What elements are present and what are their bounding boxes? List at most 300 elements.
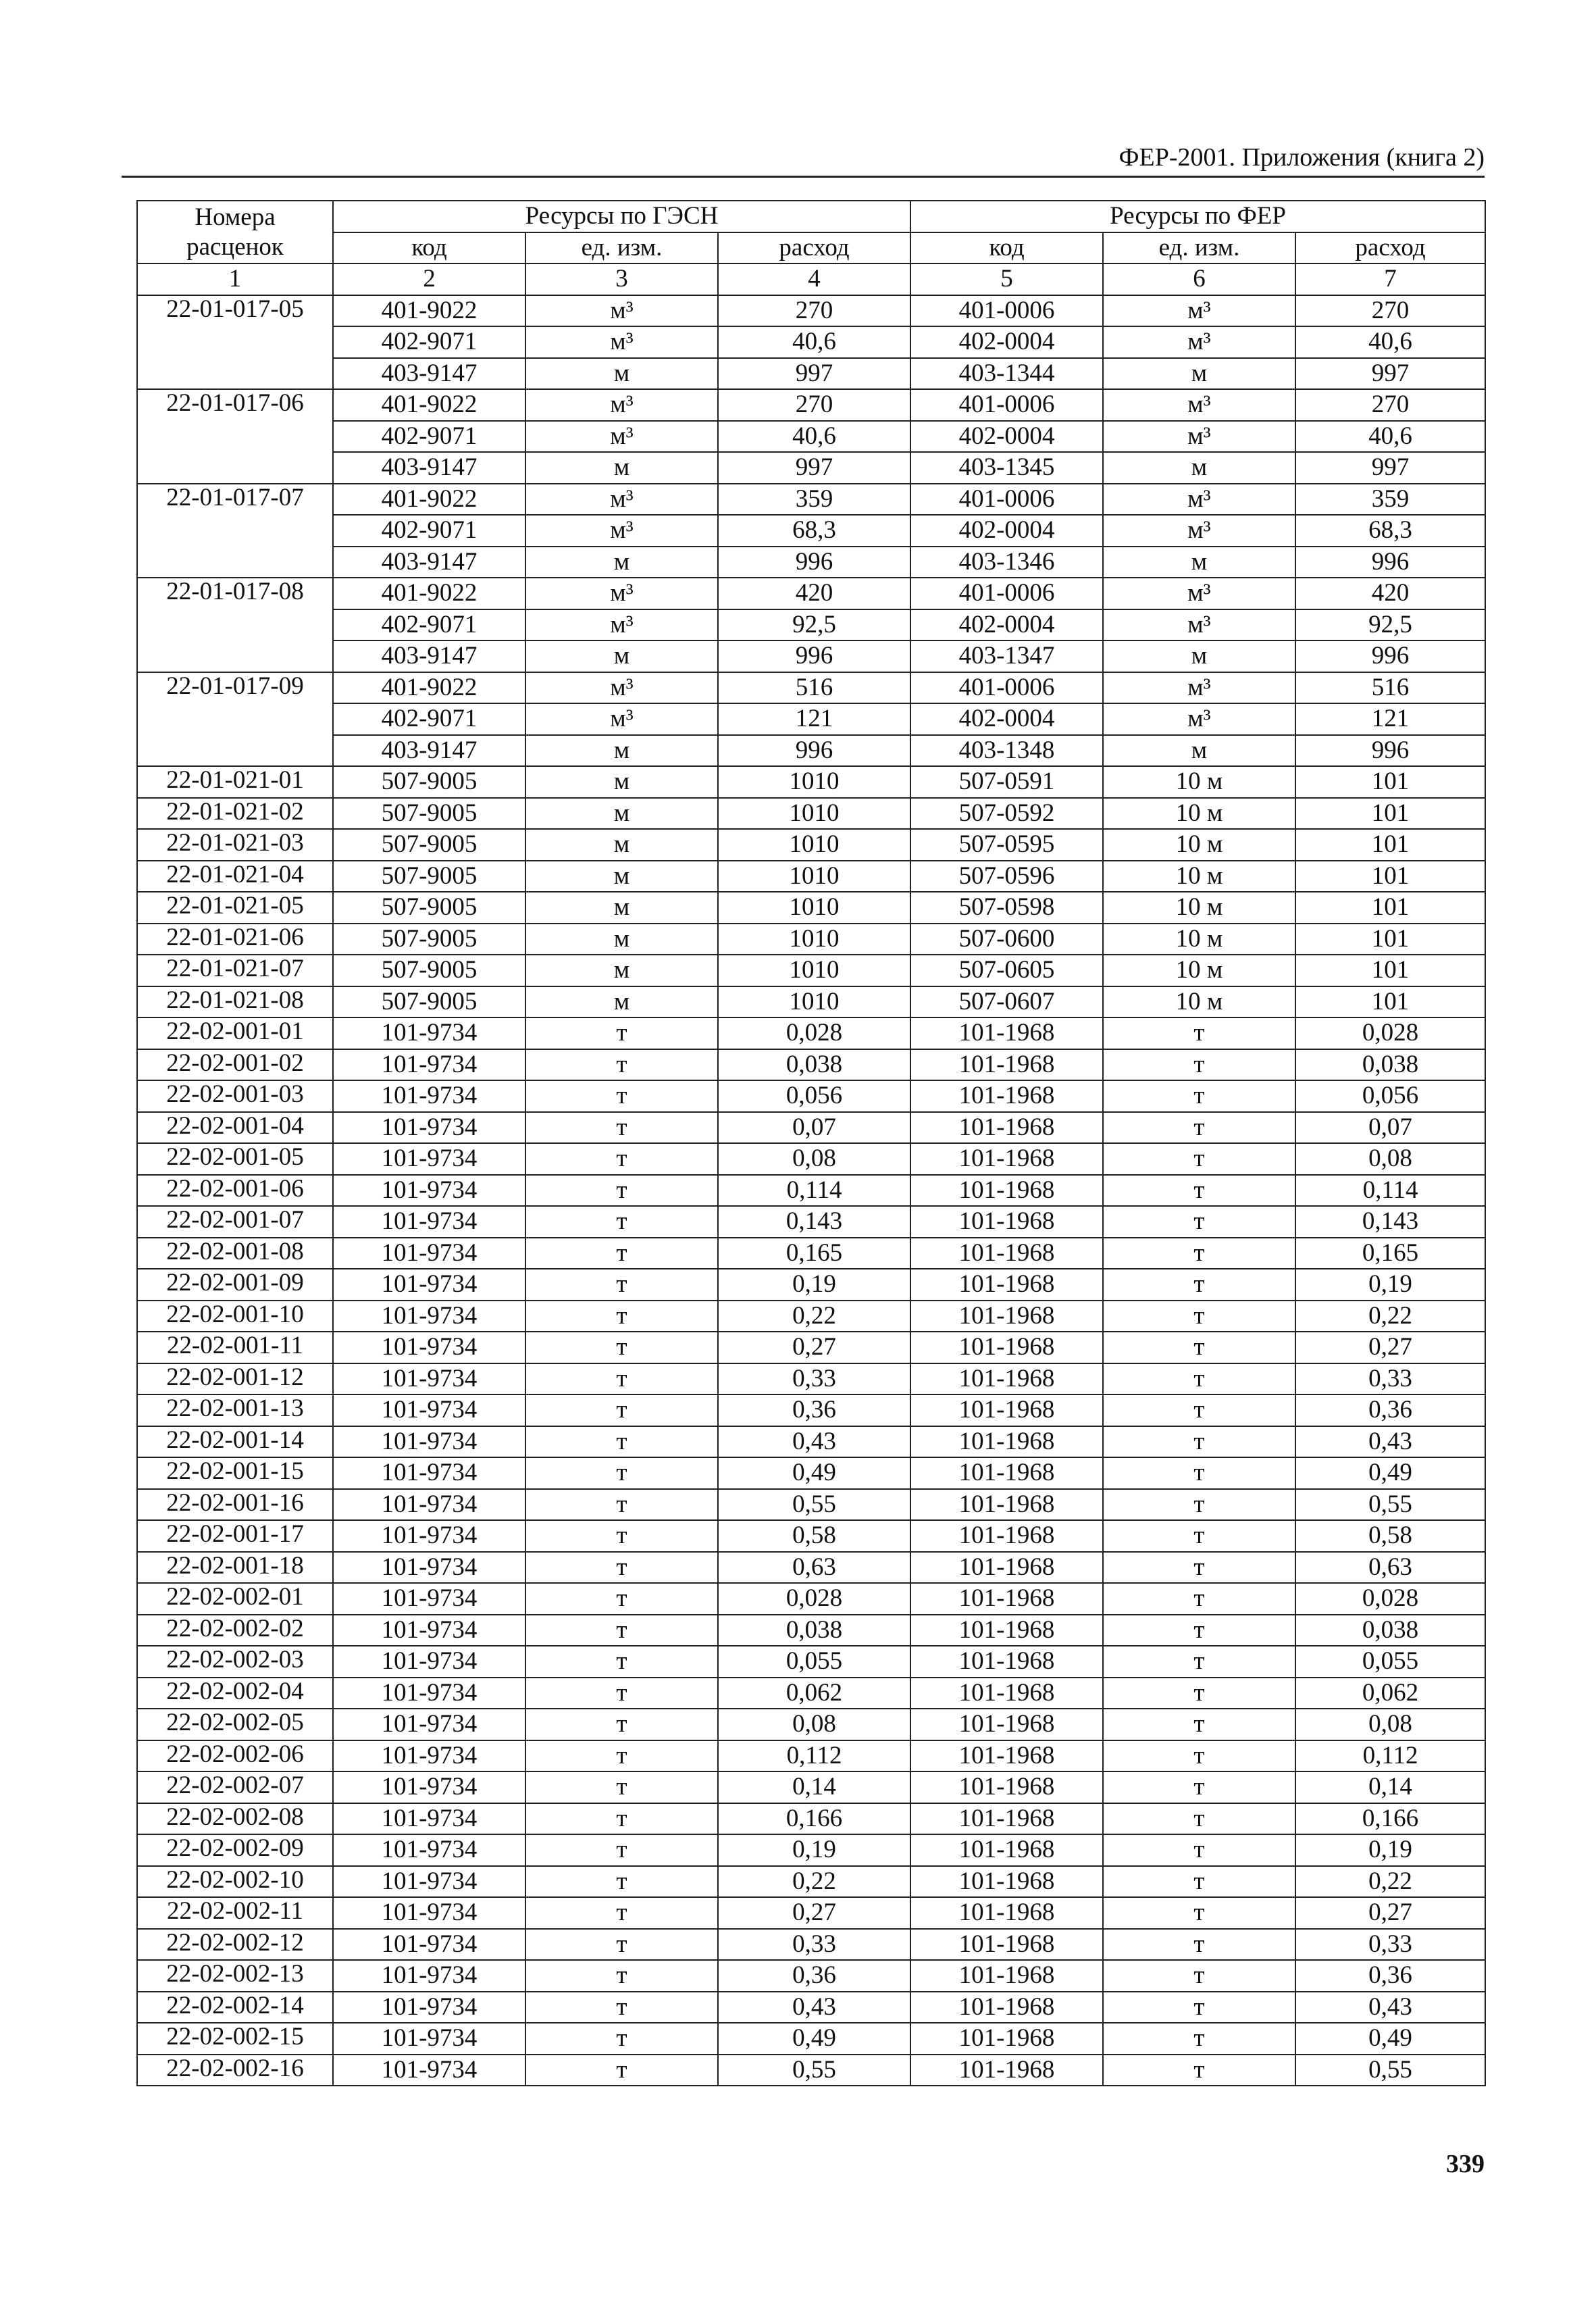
table-row	[137, 421, 1485, 453]
fer-unit-cell: т	[1103, 1646, 1295, 1678]
fer-amount-cell: 359	[1295, 484, 1485, 515]
fer-code-cell: 101-1968	[910, 1269, 1103, 1301]
fer-amount-cell: 997	[1295, 358, 1485, 390]
fer-unit-cell: м	[1103, 640, 1295, 672]
table-row	[137, 1615, 1485, 1646]
rate-number-cell: 22-02-001-14	[137, 1426, 333, 1458]
fer-amount-cell: 101	[1295, 861, 1485, 892]
gesn-unit-cell: т	[525, 1615, 718, 1646]
gesn-code-cell: 507-9005	[333, 829, 525, 861]
gesn-amount-cell: 0,49	[718, 2023, 910, 2055]
table-row	[137, 1457, 1485, 1489]
gesn-amount-cell: 0,49	[718, 1457, 910, 1489]
column-number: 4	[718, 263, 910, 295]
header-row-numbers	[137, 263, 1485, 295]
gesn-code-cell: 101-9734	[333, 1175, 525, 1207]
gesn-code-cell: 507-9005	[333, 798, 525, 830]
fer-unit-cell: т	[1103, 1080, 1295, 1112]
gesn-amount-cell: 0,056	[718, 1080, 910, 1112]
fer-unit-cell: т	[1103, 1740, 1295, 1772]
gesn-amount-cell: 0,55	[718, 2055, 910, 2086]
table-row	[137, 1929, 1485, 1961]
table-row	[137, 1426, 1485, 1458]
rate-number-cell: 22-02-002-10	[137, 1866, 333, 1898]
gesn-unit-cell: м	[525, 986, 718, 1018]
gesn-unit-cell: м³	[525, 389, 718, 421]
gesn-unit-cell: т	[525, 1646, 718, 1678]
fer-amount-cell: 101	[1295, 829, 1485, 861]
rate-number-cell: 22-02-002-14	[137, 1992, 333, 2023]
fer-amount-cell: 0,27	[1295, 1332, 1485, 1363]
fer-code-cell: 101-1968	[910, 1301, 1103, 1332]
gesn-code-cell: 101-9734	[333, 1552, 525, 1584]
gesn-unit-cell: м³	[525, 421, 718, 453]
fer-unit-cell: т	[1103, 1866, 1295, 1898]
gesn-code-cell: 101-9734	[333, 1740, 525, 1772]
fer-unit-cell: м	[1103, 547, 1295, 578]
fer-amount-cell: 0,58	[1295, 1520, 1485, 1552]
rate-number-cell: 22-02-002-04	[137, 1678, 333, 1709]
fer-amount-cell: 0,19	[1295, 1834, 1485, 1866]
fer-code-cell: 101-1968	[910, 1866, 1103, 1898]
rate-number-cell: 22-02-001-12	[137, 1363, 333, 1395]
gesn-amount-cell: 121	[718, 703, 910, 735]
fer-amount-cell: 101	[1295, 986, 1485, 1018]
fer-unit-cell: м	[1103, 452, 1295, 484]
table-row	[137, 955, 1485, 986]
fer-unit-cell: м³	[1103, 421, 1295, 453]
gesn-code-cell: 101-9734	[333, 1332, 525, 1363]
table-row	[137, 1049, 1485, 1081]
fer-unit-cell: м	[1103, 358, 1295, 390]
header-gesn-code: код	[333, 232, 525, 264]
fer-code-cell: 101-1968	[910, 1992, 1103, 2023]
fer-amount-cell: 996	[1295, 640, 1485, 672]
gesn-code-cell: 101-9734	[333, 1834, 525, 1866]
fer-code-cell: 507-0596	[910, 861, 1103, 892]
table-row	[137, 515, 1485, 547]
fer-code-cell: 101-1968	[910, 1394, 1103, 1426]
rate-number-cell: 22-01-021-06	[137, 924, 333, 955]
fer-unit-cell: м³	[1103, 295, 1295, 327]
gesn-unit-cell: м³	[525, 672, 718, 704]
gesn-code-cell: 101-9734	[333, 1301, 525, 1332]
fer-unit-cell: т	[1103, 1960, 1295, 1992]
table-body	[137, 295, 1485, 2086]
gesn-unit-cell: м	[525, 452, 718, 484]
fer-amount-cell: 0,038	[1295, 1049, 1485, 1081]
gesn-code-cell: 101-9734	[333, 1803, 525, 1835]
gesn-code-cell: 507-9005	[333, 861, 525, 892]
gesn-amount-cell: 1010	[718, 861, 910, 892]
gesn-code-cell: 401-9022	[333, 578, 525, 609]
rate-number-cell: 22-01-021-05	[137, 892, 333, 924]
gesn-amount-cell: 0,22	[718, 1301, 910, 1332]
header-gesn-unit: ед. изм.	[525, 232, 718, 264]
gesn-unit-cell: т	[525, 1363, 718, 1395]
gesn-amount-cell: 0,062	[718, 1678, 910, 1709]
gesn-unit-cell: т	[525, 1332, 718, 1363]
fer-unit-cell: т	[1103, 1112, 1295, 1144]
table-row	[137, 798, 1485, 830]
gesn-unit-cell: т	[525, 1771, 718, 1803]
fer-amount-cell: 0,33	[1295, 1929, 1485, 1961]
rate-number-cell: 22-02-002-08	[137, 1803, 333, 1835]
fer-code-cell: 101-1968	[910, 1080, 1103, 1112]
gesn-unit-cell: т	[525, 1897, 718, 1929]
fer-amount-cell: 0,143	[1295, 1206, 1485, 1238]
fer-amount-cell: 101	[1295, 924, 1485, 955]
gesn-unit-cell: м³	[525, 484, 718, 515]
gesn-unit-cell: т	[525, 1080, 718, 1112]
gesn-amount-cell: 996	[718, 547, 910, 578]
gesn-amount-cell: 516	[718, 672, 910, 704]
fer-unit-cell: т	[1103, 1709, 1295, 1740]
fer-code-cell: 402-0004	[910, 515, 1103, 547]
gesn-code-cell: 402-9071	[333, 515, 525, 547]
fer-code-cell: 101-1968	[910, 1615, 1103, 1646]
gesn-amount-cell: 68,3	[718, 515, 910, 547]
gesn-unit-cell: т	[525, 1929, 718, 1961]
gesn-unit-cell: т	[525, 1992, 718, 2023]
gesn-amount-cell: 0,33	[718, 1363, 910, 1395]
fer-code-cell: 402-0004	[910, 326, 1103, 358]
fer-amount-cell: 121	[1295, 703, 1485, 735]
gesn-unit-cell: т	[525, 1426, 718, 1458]
fer-unit-cell: т	[1103, 1520, 1295, 1552]
fer-unit-cell: 10 м	[1103, 766, 1295, 798]
fer-code-cell: 101-1968	[910, 1489, 1103, 1521]
fer-code-cell: 101-1968	[910, 2055, 1103, 2086]
table-row	[137, 1803, 1485, 1835]
gesn-unit-cell: т	[525, 1834, 718, 1866]
table-row	[137, 358, 1485, 390]
fer-unit-cell: т	[1103, 1363, 1295, 1395]
fer-code-cell: 101-1968	[910, 1803, 1103, 1835]
fer-amount-cell: 0,08	[1295, 1709, 1485, 1740]
gesn-amount-cell: 1010	[718, 924, 910, 955]
fer-amount-cell: 0,028	[1295, 1583, 1485, 1615]
gesn-amount-cell: 997	[718, 358, 910, 390]
fer-amount-cell: 0,19	[1295, 1269, 1485, 1301]
fer-code-cell: 101-1968	[910, 1426, 1103, 1458]
fer-code-cell: 101-1968	[910, 1740, 1103, 1772]
gesn-amount-cell: 0,165	[718, 1238, 910, 1269]
fer-unit-cell: т	[1103, 1301, 1295, 1332]
fer-code-cell: 403-1346	[910, 547, 1103, 578]
rate-number-cell: 22-01-021-03	[137, 829, 333, 861]
fer-unit-cell: т	[1103, 1489, 1295, 1521]
resources-table	[136, 200, 1486, 2086]
gesn-amount-cell: 0,58	[718, 1520, 910, 1552]
gesn-amount-cell: 420	[718, 578, 910, 609]
gesn-code-cell: 101-9734	[333, 1206, 525, 1238]
gesn-code-cell: 101-9734	[333, 1929, 525, 1961]
fer-amount-cell: 0,056	[1295, 1080, 1485, 1112]
gesn-unit-cell: м³	[525, 326, 718, 358]
table-row	[137, 986, 1485, 1018]
table-row	[137, 1552, 1485, 1584]
fer-code-cell: 101-1968	[910, 1709, 1103, 1740]
fer-code-cell: 403-1345	[910, 452, 1103, 484]
fer-code-cell: 101-1968	[910, 1678, 1103, 1709]
rate-number-cell: 22-02-002-07	[137, 1771, 333, 1803]
table-row	[137, 861, 1485, 892]
table-row	[137, 1269, 1485, 1301]
rate-number-cell: 22-02-001-05	[137, 1143, 333, 1175]
gesn-amount-cell: 0,038	[718, 1615, 910, 1646]
fer-unit-cell: м³	[1103, 515, 1295, 547]
fer-code-cell: 507-0592	[910, 798, 1103, 830]
table-row	[137, 1897, 1485, 1929]
fer-code-cell: 401-0006	[910, 672, 1103, 704]
gesn-code-cell: 507-9005	[333, 986, 525, 1018]
fer-code-cell: 401-0006	[910, 389, 1103, 421]
table-row	[137, 1489, 1485, 1521]
table-row	[137, 892, 1485, 924]
gesn-unit-cell: м	[525, 924, 718, 955]
gesn-code-cell: 101-9734	[333, 1583, 525, 1615]
fer-amount-cell: 101	[1295, 798, 1485, 830]
fer-code-cell: 101-1968	[910, 1112, 1103, 1144]
column-number: 1	[137, 263, 333, 295]
fer-unit-cell: т	[1103, 1269, 1295, 1301]
fer-amount-cell: 0,112	[1295, 1740, 1485, 1772]
fer-unit-cell: т	[1103, 1678, 1295, 1709]
gesn-amount-cell: 1010	[718, 986, 910, 1018]
fer-amount-cell: 0,062	[1295, 1678, 1485, 1709]
fer-unit-cell: т	[1103, 1143, 1295, 1175]
gesn-amount-cell: 40,6	[718, 421, 910, 453]
fer-amount-cell: 0,07	[1295, 1112, 1485, 1144]
table-row	[137, 1363, 1485, 1395]
fer-code-cell: 507-0600	[910, 924, 1103, 955]
fer-unit-cell: т	[1103, 1426, 1295, 1458]
fer-amount-cell: 0,36	[1295, 1960, 1485, 1992]
fer-unit-cell: т	[1103, 2055, 1295, 2086]
header-fer-code: код	[910, 232, 1103, 264]
table-row	[137, 1771, 1485, 1803]
table-row	[137, 1238, 1485, 1269]
fer-unit-cell: 10 м	[1103, 986, 1295, 1018]
fer-unit-cell: т	[1103, 1897, 1295, 1929]
gesn-code-cell: 507-9005	[333, 892, 525, 924]
gesn-amount-cell: 0,33	[718, 1929, 910, 1961]
rate-number-cell: 22-02-002-05	[137, 1709, 333, 1740]
table-row	[137, 1332, 1485, 1363]
gesn-amount-cell: 0,55	[718, 1489, 910, 1521]
fer-amount-cell: 0,22	[1295, 1866, 1485, 1898]
gesn-unit-cell: м	[525, 798, 718, 830]
rate-number-cell: 22-01-017-09	[137, 672, 333, 767]
gesn-unit-cell: т	[525, 1866, 718, 1898]
gesn-code-cell: 403-9147	[333, 547, 525, 578]
table-row	[137, 1834, 1485, 1866]
fer-unit-cell: м³	[1103, 672, 1295, 704]
fer-unit-cell: м³	[1103, 703, 1295, 735]
rate-number-cell: 22-02-001-15	[137, 1457, 333, 1489]
gesn-code-cell: 401-9022	[333, 672, 525, 704]
table-row	[137, 640, 1485, 672]
fer-code-cell: 402-0004	[910, 703, 1103, 735]
fer-amount-cell: 0,43	[1295, 1426, 1485, 1458]
fer-amount-cell: 101	[1295, 892, 1485, 924]
fer-code-cell: 101-1968	[910, 1583, 1103, 1615]
fer-amount-cell: 0,36	[1295, 1394, 1485, 1426]
gesn-amount-cell: 0,07	[718, 1112, 910, 1144]
table-row	[137, 1992, 1485, 2023]
rate-number-cell: 22-02-001-03	[137, 1080, 333, 1112]
gesn-code-cell: 403-9147	[333, 358, 525, 390]
fer-unit-cell: т	[1103, 2023, 1295, 2055]
fer-code-cell: 403-1348	[910, 735, 1103, 767]
fer-amount-cell: 101	[1295, 955, 1485, 986]
gesn-unit-cell: т	[525, 1301, 718, 1332]
fer-amount-cell: 996	[1295, 547, 1485, 578]
page-number: 339	[1446, 2150, 1485, 2178]
gesn-unit-cell: т	[525, 1049, 718, 1081]
gesn-amount-cell: 0,08	[718, 1143, 910, 1175]
gesn-amount-cell: 0,19	[718, 1834, 910, 1866]
gesn-amount-cell: 0,27	[718, 1897, 910, 1929]
header-row-columns	[137, 232, 1485, 264]
table-row	[137, 1740, 1485, 1772]
table-row	[137, 547, 1485, 578]
fer-code-cell: 101-1968	[910, 1017, 1103, 1049]
gesn-unit-cell: т	[525, 1175, 718, 1207]
fer-amount-cell: 270	[1295, 295, 1485, 327]
gesn-amount-cell: 0,114	[718, 1175, 910, 1207]
header-fer-amount: расход	[1295, 232, 1485, 264]
gesn-code-cell: 101-9734	[333, 1269, 525, 1301]
gesn-code-cell: 101-9734	[333, 1897, 525, 1929]
fer-unit-cell: т	[1103, 1583, 1295, 1615]
gesn-code-cell: 402-9071	[333, 609, 525, 641]
gesn-unit-cell: т	[525, 1678, 718, 1709]
gesn-amount-cell: 0,19	[718, 1269, 910, 1301]
rate-number-cell: 22-02-001-04	[137, 1112, 333, 1144]
gesn-amount-cell: 1010	[718, 766, 910, 798]
fer-code-cell: 101-1968	[910, 1552, 1103, 1584]
fer-unit-cell: т	[1103, 1803, 1295, 1835]
table-row	[137, 1175, 1485, 1207]
fer-amount-cell: 0,63	[1295, 1552, 1485, 1584]
gesn-amount-cell: 0,038	[718, 1049, 910, 1081]
gesn-amount-cell: 0,028	[718, 1583, 910, 1615]
fer-unit-cell: 10 м	[1103, 861, 1295, 892]
header-gesn-group: Ресурсы по ГЭСН	[333, 201, 910, 232]
fer-amount-cell: 0,08	[1295, 1143, 1485, 1175]
gesn-code-cell: 101-9734	[333, 1709, 525, 1740]
fer-code-cell: 507-0607	[910, 986, 1103, 1018]
gesn-code-cell: 101-9734	[333, 1049, 525, 1081]
gesn-unit-cell: т	[525, 1457, 718, 1489]
fer-code-cell: 507-0591	[910, 766, 1103, 798]
gesn-unit-cell: м³	[525, 295, 718, 327]
fer-code-cell: 101-1968	[910, 1238, 1103, 1269]
rate-number-cell: 22-01-017-07	[137, 484, 333, 578]
fer-unit-cell: м³	[1103, 389, 1295, 421]
gesn-code-cell: 101-9734	[333, 1992, 525, 2023]
rate-number-cell: 22-01-017-08	[137, 578, 333, 672]
gesn-code-cell: 101-9734	[333, 1112, 525, 1144]
header-fer-unit: ед. изм.	[1103, 232, 1295, 264]
fer-amount-cell: 0,49	[1295, 1457, 1485, 1489]
fer-unit-cell: т	[1103, 1457, 1295, 1489]
gesn-unit-cell: т	[525, 1960, 718, 1992]
table-row	[137, 672, 1485, 704]
gesn-code-cell: 101-9734	[333, 1678, 525, 1709]
gesn-code-cell: 402-9071	[333, 703, 525, 735]
header-row-groups	[137, 201, 1485, 232]
gesn-code-cell: 101-9734	[333, 2055, 525, 2086]
fer-unit-cell: т	[1103, 1049, 1295, 1081]
gesn-code-cell: 101-9734	[333, 1646, 525, 1678]
table-row	[137, 1017, 1485, 1049]
table-row	[137, 484, 1485, 515]
gesn-amount-cell: 0,166	[718, 1803, 910, 1835]
fer-code-cell: 101-1968	[910, 1646, 1103, 1678]
gesn-code-cell: 101-9734	[333, 1520, 525, 1552]
gesn-unit-cell: т	[525, 1709, 718, 1740]
gesn-amount-cell: 997	[718, 452, 910, 484]
fer-unit-cell: т	[1103, 1771, 1295, 1803]
fer-amount-cell: 0,33	[1295, 1363, 1485, 1395]
gesn-unit-cell: т	[525, 1143, 718, 1175]
fer-amount-cell: 0,22	[1295, 1301, 1485, 1332]
rate-number-cell: 22-02-001-09	[137, 1269, 333, 1301]
column-number: 7	[1295, 263, 1485, 295]
fer-code-cell: 101-1968	[910, 1049, 1103, 1081]
fer-unit-cell: 10 м	[1103, 829, 1295, 861]
fer-code-cell: 401-0006	[910, 484, 1103, 515]
gesn-amount-cell: 0,43	[718, 1426, 910, 1458]
gesn-amount-cell: 1010	[718, 955, 910, 986]
header-rates: Номера расценок	[137, 201, 333, 263]
rate-number-cell: 22-02-001-11	[137, 1332, 333, 1363]
gesn-amount-cell: 0,22	[718, 1866, 910, 1898]
gesn-code-cell: 101-9734	[333, 1017, 525, 1049]
table-row	[137, 1646, 1485, 1678]
gesn-unit-cell: т	[525, 1269, 718, 1301]
fer-amount-cell: 996	[1295, 735, 1485, 767]
fer-unit-cell: м³	[1103, 484, 1295, 515]
fer-amount-cell: 516	[1295, 672, 1485, 704]
fer-unit-cell: м³	[1103, 609, 1295, 641]
table-row	[137, 1583, 1485, 1615]
fer-unit-cell: т	[1103, 1394, 1295, 1426]
table-row	[137, 1301, 1485, 1332]
gesn-unit-cell: т	[525, 1238, 718, 1269]
gesn-code-cell: 101-9734	[333, 1771, 525, 1803]
fer-code-cell: 101-1968	[910, 1897, 1103, 1929]
gesn-amount-cell: 0,143	[718, 1206, 910, 1238]
table-row	[137, 609, 1485, 641]
table-header	[137, 201, 1485, 295]
gesn-code-cell: 101-9734	[333, 1080, 525, 1112]
gesn-code-cell: 403-9147	[333, 452, 525, 484]
rate-number-cell: 22-02-001-02	[137, 1049, 333, 1081]
fer-amount-cell: 40,6	[1295, 326, 1485, 358]
gesn-unit-cell: м	[525, 861, 718, 892]
gesn-code-cell: 101-9734	[333, 1238, 525, 1269]
table-row	[137, 1678, 1485, 1709]
table-row	[137, 1143, 1485, 1175]
fer-amount-cell: 0,43	[1295, 1992, 1485, 2023]
gesn-code-cell: 101-9734	[333, 1363, 525, 1395]
header-rule	[122, 176, 1485, 178]
gesn-code-cell: 101-9734	[333, 1394, 525, 1426]
